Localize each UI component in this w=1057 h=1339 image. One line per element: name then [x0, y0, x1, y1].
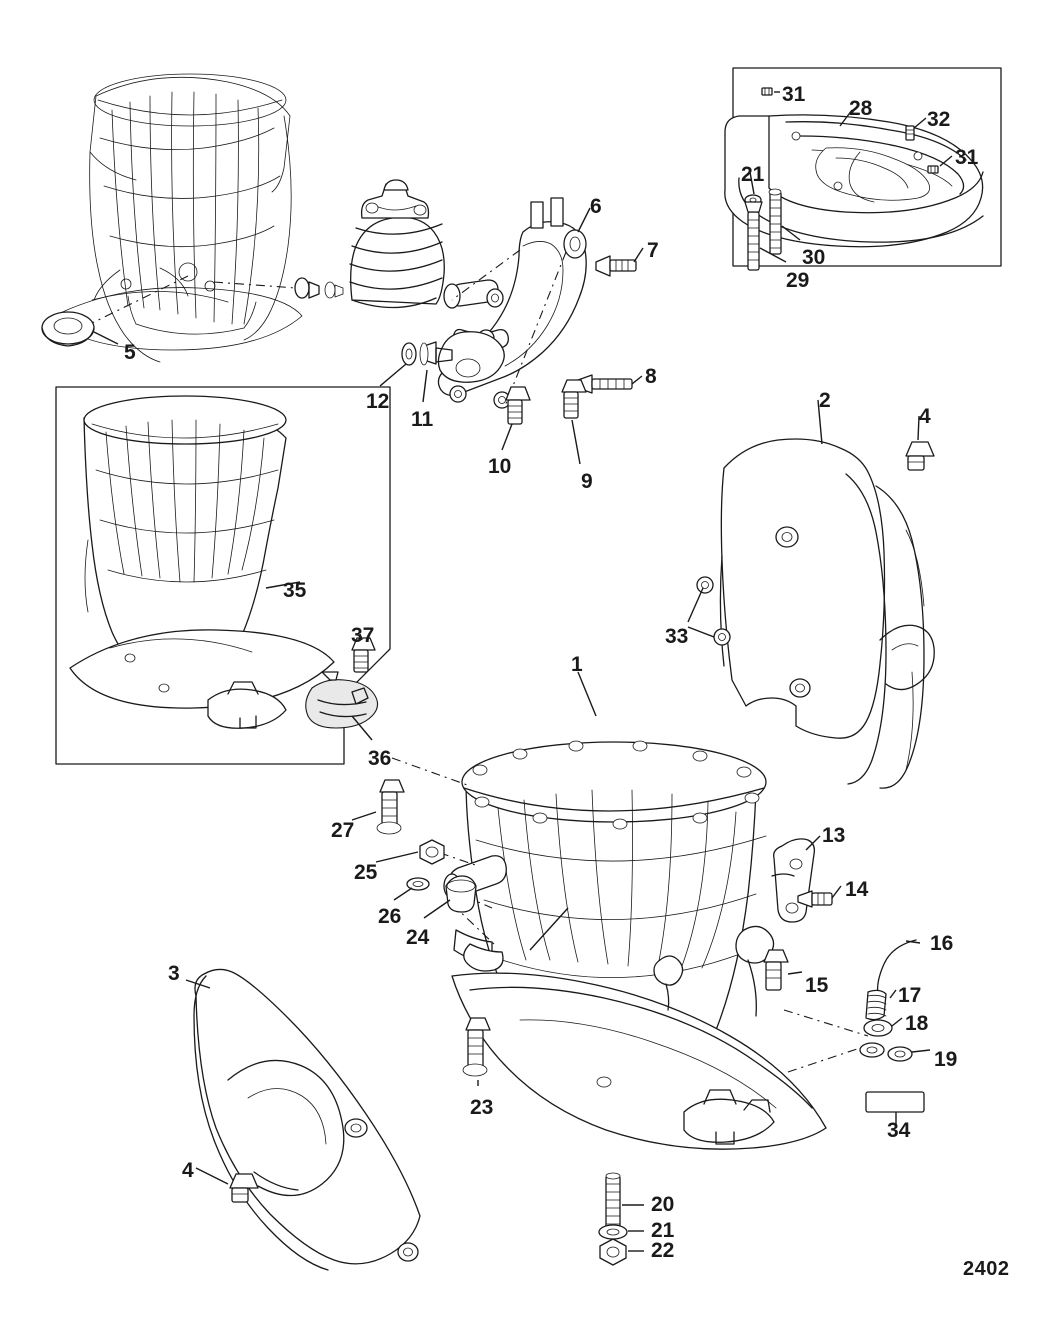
callout-6: 6 [590, 195, 602, 218]
callout-1: 1 [571, 653, 583, 676]
callout-23: 23 [470, 1096, 494, 1119]
callout-19: 19 [934, 1048, 958, 1071]
figure-id: 2402 [963, 1258, 1010, 1280]
callout-27: 27 [331, 819, 355, 842]
callout-9: 9 [581, 470, 593, 493]
callout-20: 20 [651, 1193, 675, 1216]
callout-33: 33 [665, 625, 689, 648]
callout-4-b: 4 [182, 1159, 194, 1182]
callout-18: 18 [905, 1012, 929, 1035]
callout-4-a: 4 [919, 405, 931, 428]
callout-5: 5 [124, 341, 136, 364]
callout-32: 32 [927, 108, 951, 131]
callout-15: 15 [805, 974, 829, 997]
callout-12: 12 [366, 390, 390, 413]
callout-7: 7 [647, 239, 659, 262]
callout-22: 22 [651, 1239, 675, 1262]
callout-30: 30 [802, 246, 826, 269]
callout-31-b: 31 [955, 146, 979, 169]
callout-25: 25 [354, 861, 378, 884]
callout-14: 14 [845, 878, 869, 901]
callout-3: 3 [168, 962, 180, 985]
callout-16: 16 [930, 932, 954, 955]
callout-17: 17 [898, 984, 922, 1007]
callout-10: 10 [488, 455, 512, 478]
callout-24: 24 [406, 926, 430, 949]
callout-34: 34 [887, 1119, 911, 1142]
callout-21-b: 21 [651, 1219, 675, 1242]
callout-21-a: 21 [741, 163, 765, 186]
callout-26: 26 [378, 905, 402, 928]
callout-37: 37 [351, 624, 375, 647]
callout-35: 35 [283, 579, 307, 602]
callout-2: 2 [819, 389, 831, 412]
callout-8: 8 [645, 365, 657, 388]
callout-29: 29 [786, 269, 810, 292]
callout-36: 36 [368, 747, 392, 770]
callout-28: 28 [849, 97, 873, 120]
callout-13: 13 [822, 824, 846, 847]
callout-11: 11 [411, 408, 434, 431]
callout-31-a: 31 [782, 83, 806, 106]
